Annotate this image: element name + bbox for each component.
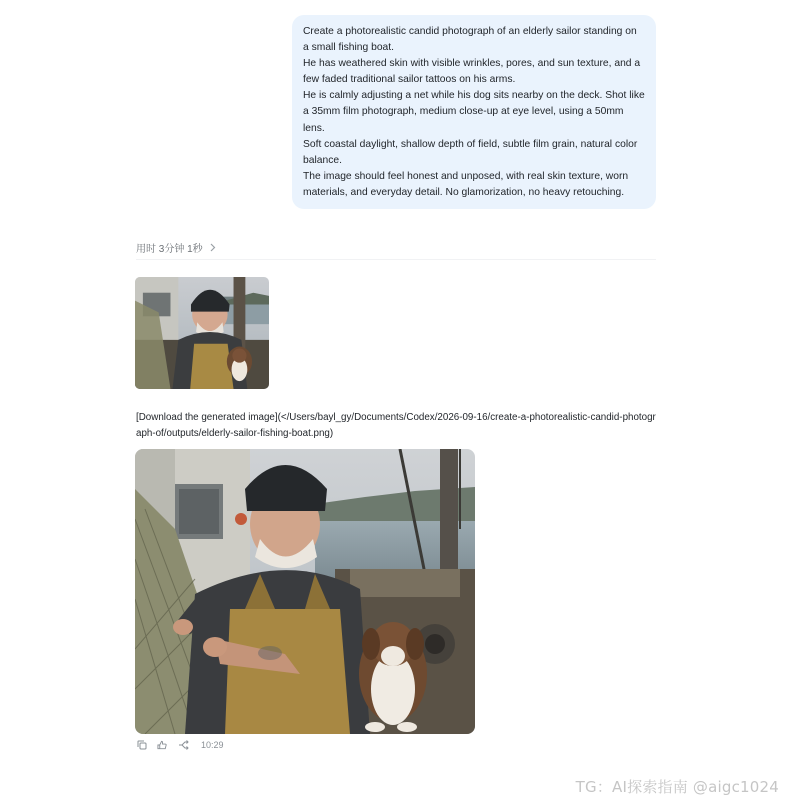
generated-image-thumbnail[interactable] bbox=[135, 277, 269, 389]
chevron-right-icon bbox=[210, 243, 216, 252]
message-line: He is calmly adjusting a net while his dog sits nearby on the deck. Shot like a 35mm film photograph, medium close-up at eye level, using a 50mm lens. bbox=[303, 90, 645, 134]
branch-icon[interactable] bbox=[178, 739, 189, 750]
elapsed-time-toggle[interactable] bbox=[136, 240, 216, 255]
message-line: Soft coastal daylight, shallow depth of field, subtle film grain, natural color balance. bbox=[303, 138, 638, 166]
generated-image[interactable] bbox=[135, 449, 475, 734]
thumbs-icon[interactable] bbox=[157, 739, 168, 750]
message-actions bbox=[136, 739, 224, 750]
message-time: 10:29 bbox=[201, 739, 224, 750]
divider bbox=[136, 259, 656, 260]
message-line: He has weathered skin with visible wrinkles, pores, and sun texture, and a few faded traditional sailor tattoos on his arms. bbox=[303, 58, 641, 86]
message-line: The image should feel honest and unposed, with real skin texture, worn materials, and everyday detail. No glamorization, no heavy retouching. bbox=[303, 170, 629, 198]
watermark-text: TG：AI探索指南 @aigc1024 bbox=[575, 778, 779, 796]
download-image-link[interactable]: [Download the generated image](</Users/bayl_gy/Documents/Codex/2026-09-16/create-a-photorealistic-candid-photograph-of/outputs/elderly-sailor-fishing-boat.png) bbox=[136, 412, 656, 439]
message-line: Create a photorealistic candid photograph of an elderly sailor standing on a small fishing boat. bbox=[303, 26, 637, 54]
elapsed-time-label: 用时 3分钟 1秒 bbox=[136, 244, 203, 255]
copy-icon[interactable] bbox=[136, 739, 147, 750]
user-message-bubble bbox=[292, 15, 656, 209]
